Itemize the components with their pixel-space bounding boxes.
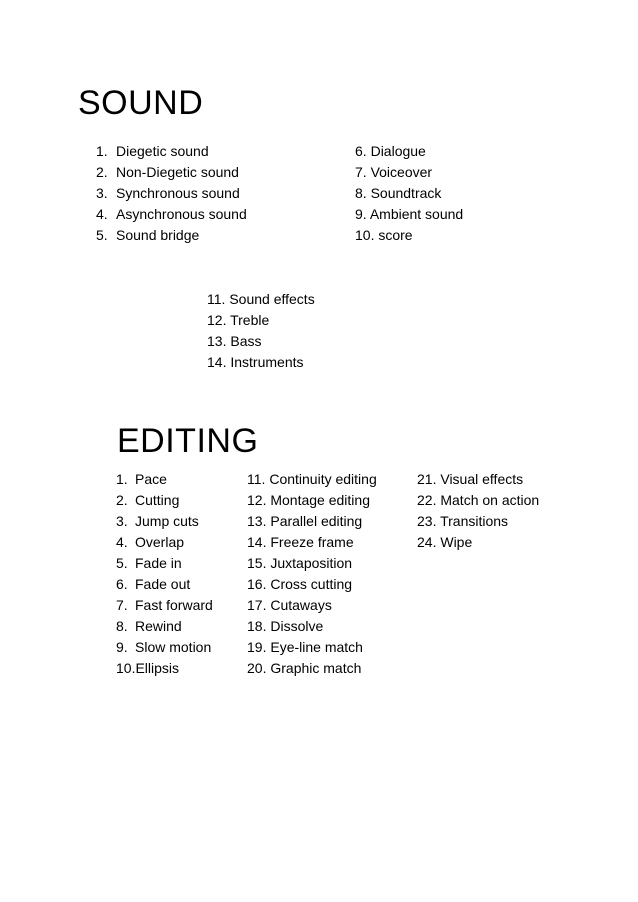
list-item-text: Match on action bbox=[440, 492, 540, 508]
list-item bbox=[247, 469, 377, 490]
list-item-number: 23. bbox=[417, 513, 437, 529]
list-item-text: Voiceover bbox=[370, 164, 433, 180]
list-item-number: 7. bbox=[355, 164, 367, 180]
list-item-number: 14. bbox=[247, 534, 267, 550]
list-item-text: Soundtrack bbox=[370, 185, 442, 201]
list-item-text: Transitions bbox=[440, 513, 509, 529]
list-item-number: 9. bbox=[116, 639, 128, 655]
list-item bbox=[417, 469, 539, 490]
list-item-number: 20. bbox=[247, 660, 267, 676]
list-item bbox=[247, 595, 377, 616]
list-item-number: 15. bbox=[247, 555, 267, 571]
list-item-text: Overlap bbox=[135, 534, 185, 550]
list-item bbox=[116, 637, 213, 658]
editing-list-1 bbox=[116, 469, 213, 679]
list-item-text: Juxtaposition bbox=[270, 555, 353, 571]
list-item-text: Instruments bbox=[230, 354, 304, 370]
list-item-number: 4. bbox=[116, 534, 128, 550]
list-item-text: Graphic match bbox=[270, 660, 362, 676]
list-item-number: 5. bbox=[96, 227, 108, 243]
list-item-number: 10. bbox=[355, 227, 375, 243]
list-item bbox=[247, 574, 377, 595]
list-item-number: 6. bbox=[116, 576, 128, 592]
list-item-number: 12. bbox=[207, 312, 227, 328]
list-item-number: 17. bbox=[247, 597, 267, 613]
list-item bbox=[116, 616, 213, 637]
list-item-number: 14. bbox=[207, 354, 227, 370]
list-item bbox=[355, 162, 463, 183]
sound-list-2 bbox=[355, 141, 463, 246]
list-item-number: 18. bbox=[247, 618, 267, 634]
list-item-number: 3. bbox=[116, 513, 128, 529]
list-item-text: Sound bridge bbox=[116, 227, 200, 243]
list-item-number: 10. bbox=[116, 660, 136, 676]
list-item-number: 24. bbox=[417, 534, 437, 550]
list-item-text: Freeze frame bbox=[270, 534, 354, 550]
list-item bbox=[116, 658, 213, 679]
list-item-text: Cross cutting bbox=[270, 576, 353, 592]
list-item bbox=[207, 331, 315, 352]
list-item-text: Visual effects bbox=[440, 471, 524, 487]
list-item-number: 22. bbox=[417, 492, 437, 508]
list-item bbox=[417, 490, 539, 511]
list-item bbox=[96, 183, 247, 204]
list-item-text: Rewind bbox=[135, 618, 182, 634]
list-item-text: Ellipsis bbox=[135, 660, 180, 676]
list-item bbox=[207, 352, 315, 373]
list-item-text: Cutting bbox=[135, 492, 180, 508]
list-item bbox=[247, 511, 377, 532]
list-item-text: Synchronous sound bbox=[116, 185, 240, 201]
list-item-number: 16. bbox=[247, 576, 267, 592]
list-item-number: 4. bbox=[96, 206, 108, 222]
list-item-number: 13. bbox=[247, 513, 267, 529]
list-item-text: Pace bbox=[135, 471, 167, 487]
list-item bbox=[207, 289, 315, 310]
list-item-text: Jump cuts bbox=[135, 513, 199, 529]
list-item bbox=[116, 595, 213, 616]
list-item-number: 12. bbox=[247, 492, 267, 508]
list-item bbox=[355, 204, 463, 225]
list-item bbox=[96, 204, 247, 225]
list-item-text: Asynchronous sound bbox=[116, 206, 247, 222]
list-item bbox=[116, 532, 213, 553]
list-item bbox=[247, 532, 377, 553]
list-item bbox=[116, 490, 213, 511]
list-item-text: Eye-line match bbox=[270, 639, 363, 655]
list-item-number: 11. bbox=[247, 471, 266, 487]
list-item bbox=[96, 141, 247, 162]
list-item-number: 6. bbox=[355, 143, 367, 159]
list-item-text: Non-Diegetic sound bbox=[116, 164, 239, 180]
list-item bbox=[116, 553, 213, 574]
list-item-number: 1. bbox=[96, 143, 108, 159]
list-item-number: 7. bbox=[116, 597, 128, 613]
list-item-text: Dissolve bbox=[270, 618, 324, 634]
list-item bbox=[247, 637, 377, 658]
list-item-number: 2. bbox=[116, 492, 128, 508]
list-item-text: Dialogue bbox=[370, 143, 426, 159]
list-item bbox=[116, 574, 213, 595]
sound-heading: SOUND bbox=[78, 84, 204, 122]
list-item-text: Treble bbox=[230, 312, 270, 328]
list-item-text: Sound effects bbox=[229, 291, 315, 307]
list-item bbox=[417, 511, 539, 532]
list-item-number: 3. bbox=[96, 185, 108, 201]
list-item-text: Fast forward bbox=[135, 597, 213, 613]
list-item bbox=[355, 225, 463, 246]
list-item-number: 13. bbox=[207, 333, 227, 349]
list-item bbox=[247, 658, 377, 679]
list-item-text: score bbox=[378, 227, 413, 243]
editing-heading: EDITING bbox=[117, 422, 259, 460]
list-item-number: 9. bbox=[355, 206, 367, 222]
list-item-text: Diegetic sound bbox=[116, 143, 209, 159]
list-item bbox=[96, 225, 247, 246]
list-item bbox=[247, 553, 377, 574]
list-item-text: Wipe bbox=[440, 534, 473, 550]
list-item bbox=[116, 469, 213, 490]
list-item bbox=[355, 141, 463, 162]
list-item-text: Parallel editing bbox=[270, 513, 363, 529]
list-item-text: Slow motion bbox=[135, 639, 212, 655]
list-item-text: Continuity editing bbox=[269, 471, 377, 487]
list-item-number: 8. bbox=[116, 618, 128, 634]
list-item bbox=[247, 616, 377, 637]
list-item-text: Ambient sound bbox=[369, 206, 464, 222]
list-item-number: 21. bbox=[417, 471, 437, 487]
list-item bbox=[96, 162, 247, 183]
list-item bbox=[417, 532, 539, 553]
list-item-number: 5. bbox=[116, 555, 128, 571]
list-item-text: Montage editing bbox=[270, 492, 370, 508]
list-item bbox=[247, 490, 377, 511]
list-item-number: 2. bbox=[96, 164, 108, 180]
list-item-text: Fade out bbox=[135, 576, 191, 592]
list-item-number: 8. bbox=[355, 185, 367, 201]
list-item-number: 19. bbox=[247, 639, 267, 655]
list-item bbox=[355, 183, 463, 204]
list-item bbox=[207, 310, 315, 331]
list-item-text: Bass bbox=[230, 333, 262, 349]
list-item-text: Fade in bbox=[135, 555, 182, 571]
sound-list-1 bbox=[96, 141, 247, 246]
list-item bbox=[116, 511, 213, 532]
list-item-text: Cutaways bbox=[270, 597, 332, 613]
editing-list-2 bbox=[247, 469, 377, 679]
editing-list-3 bbox=[417, 469, 539, 553]
list-item-number: 11. bbox=[207, 291, 226, 307]
list-item-number: 1. bbox=[116, 471, 128, 487]
sound-list-3 bbox=[207, 289, 315, 373]
